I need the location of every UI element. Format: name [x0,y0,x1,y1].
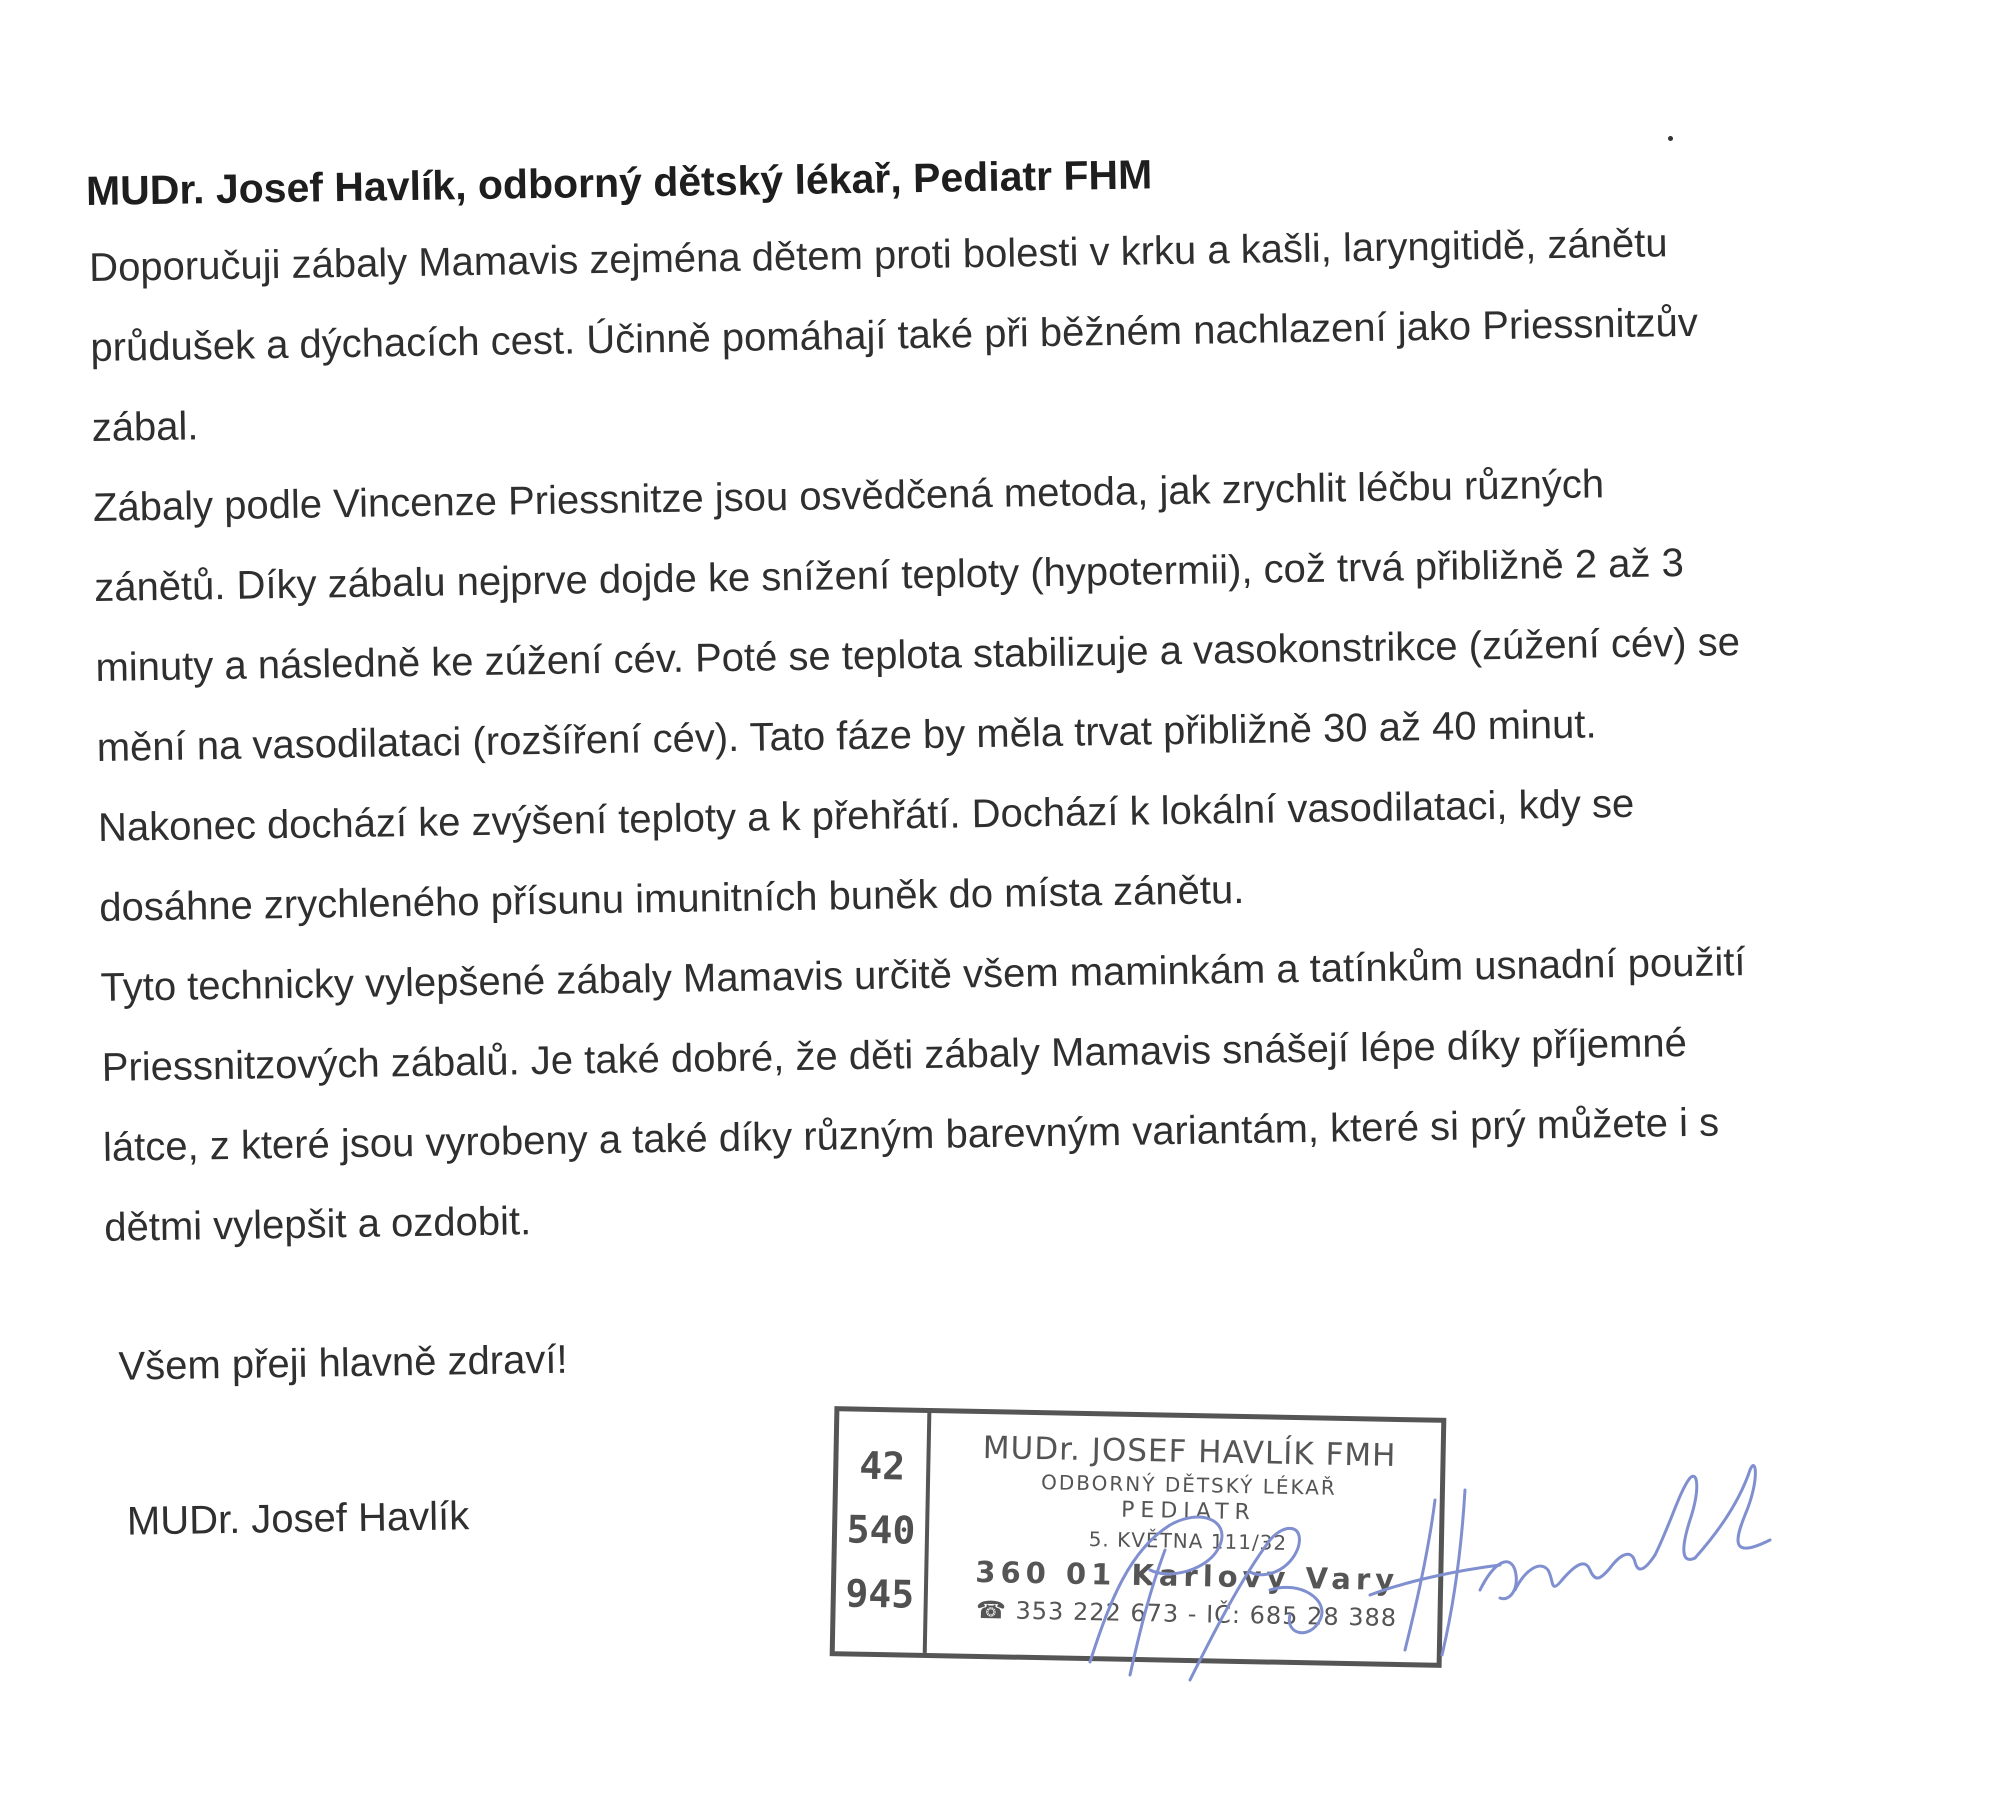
body-line: minuty a následně ke zúžení cév. Poté se teplota stabilizuje a vasokonstrikce (zúžení cév) se [95,620,1741,690]
stamp-code-line: 945 [845,1571,915,1617]
body-line: průdušek a dýchacích cest. Účinně pomáhají také při běžném nachlazení jako Priessnitzův [90,300,1699,371]
signature-name: MUDr. Josef Havlík [126,1494,470,1544]
stamp-code-column [835,1411,932,1653]
body-line: zánětů. Díky zábalu nejprve dojde ke snížení teploty (hypotermii), což trvá přibližně 2 až 3 [93,541,1685,610]
body-line: Zábaly podle Vincenze Priessnitze jsou osvědčená metoda, jak zrychlit léčbu různých [92,462,1605,530]
stamp-city: 360 01 Karlovy Vary [975,1554,1400,1598]
letter-heading: MUDr. Josef Havlík, odborný dětský lékař, Pediatr FHM [85,151,1153,215]
body-line: Tyto technicky vylepšené zábaly Mamavis určitě všem maminkám a tatínkům usnadní použití [100,940,1746,1010]
stamp-street: 5. KVĚTNA 111/32 [1088,1527,1288,1555]
stamp-role: ODBORNÝ DĚTSKÝ LÉKAŘ [1040,1470,1338,1500]
body-line: dětmi vylepšit a ozdobit. [103,1199,532,1250]
stamp-specialty: PEDIATR [1120,1497,1257,1526]
stamp-code-line: 540 [846,1507,916,1553]
body-line: mění na vasodilataci (rozšíření cév). Tato fáze by měla trvat přibližně 30 až 40 minut. [96,702,1597,770]
letter-body [89,198,2000,1268]
stamp-code-line: 42 [859,1443,906,1489]
stamp-doctor-name: MUDr. JOSEF HAVLÍK FMH [982,1430,1397,1474]
stamp-phone: ☎ 353 222 673 - IČ: 685 28 388 [975,1595,1398,1632]
body-line: zábal. [91,404,199,450]
body-line: dosáhne zrychleného přísunu imunitních buněk do místa zánětu. [98,867,1245,930]
closing-greeting: Všem přeji hlavně zdraví! [118,1337,568,1389]
body-line: Priessnitzových zábalů. Je také dobré, že děti zábaly Mamavis snášejí lépe díky příjemné [101,1021,1688,1090]
body-line: látce, z které jsou vyrobeny a také díky různým barevným variantám, které si prý můžete i s [102,1100,1720,1170]
body-line: Doporučuji zábaly Mamavis zejména dětem proti bolesti v krku a kašli, laryngitidě, zánětu [88,221,1668,291]
body-line: Nakonec dochází ke zvýšení teploty a k přehřátí. Dochází k lokální vasodilataci, kdy se [97,781,1635,850]
handwritten-signature-icon [1070,1430,1830,1690]
